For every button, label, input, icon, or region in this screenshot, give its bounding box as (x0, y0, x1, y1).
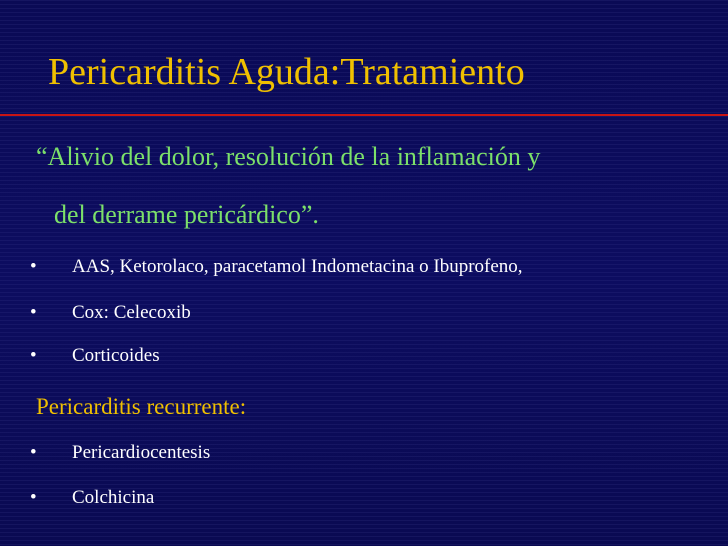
bullet-item (30, 255, 523, 279)
bullet-text: Colchicina (72, 487, 155, 508)
title-divider (0, 114, 728, 116)
bullet-item (30, 486, 154, 510)
quote-line-1: “Alivio del dolor, resolución de la inflamación y (36, 142, 541, 171)
bullet-item (30, 344, 160, 368)
bullet-text: Pericardiocentesis (72, 442, 211, 463)
slide-title: Pericarditis Aguda:Tratamiento (48, 51, 525, 93)
subheading-recurrent: Pericarditis recurrente: (36, 394, 247, 419)
bullet-icon: • (30, 442, 37, 463)
bullet-icon: • (30, 487, 37, 508)
bullet-text: AAS, Ketorolaco, paracetamol Indometacina o Ibuprofeno, (72, 256, 523, 277)
bullet-icon: • (30, 256, 37, 277)
bullet-text: Corticoides (72, 345, 160, 366)
bullet-icon: • (30, 302, 37, 323)
bullet-item (30, 301, 191, 325)
quote-line-2: del derrame pericárdico”. (54, 200, 319, 229)
bullet-item (30, 441, 210, 465)
bullet-text: Cox: Celecoxib (72, 302, 191, 323)
bullet-icon: • (30, 345, 37, 366)
